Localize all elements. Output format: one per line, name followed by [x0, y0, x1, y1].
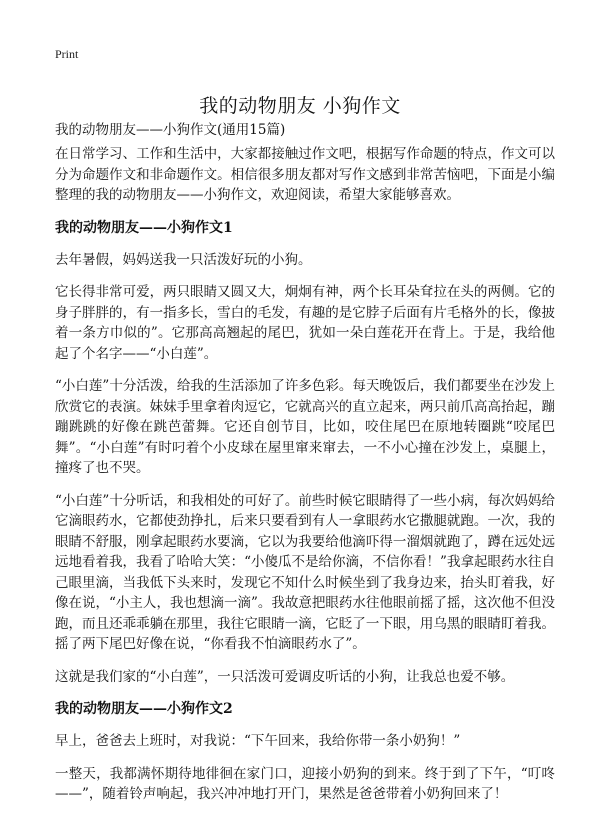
paragraph: “小白莲”十分听话，和我相处的可好了。前些时候它眼睛得了一些小病，每次妈妈给它滴眼药水，它都使劲挣扎，后来只要看到有人一拿眼药水它撒腿就跑。一次，我的眼睛不舒服，刚拿起眼药水要滴，它以为我要给他滴吓得一溜烟就跑了，蹲在远处远远地看着我，我看了哈哈大笑：“小傻瓜不是给你滴，不信你看！”我拿起眼药水往自己眼里滴，当我低下头来时，发现它不知什么时候坐到了我身边来，抬头盯着我，好像在说，“小主人，我也想滴一滴”。我故意把眼药水往他眼前摇了摇，这次他不但没跑，而且还乖乖躺在那里，我往它眼睛一滴，它眨了一下眼，用乌黑的眼睛盯着我。摇了两下尾巴好像在说，“你看我不怕滴眼药水了”。	[55, 492, 555, 652]
intro-paragraph: 在日常学习、工作和生活中，大家都接触过作文吧，根据写作命题的特点，作文可以分为命题作文和非命题作文。相信很多朋友都对写作文感到非常苦恼吧，下面是小编整理的我的动物朋友——小狗作文，欢迎阅读，希望大家能够喜欢。	[55, 146, 555, 203]
print-label: Print	[55, 47, 79, 61]
paragraph: 去年暑假，妈妈送我一只活泼好玩的小狗。	[55, 251, 312, 268]
section-heading: 我的动物朋友——小狗作文2	[55, 701, 233, 717]
paragraph: 它长得非常可爱，两只眼睛又圆又大，炯炯有神，两个长耳朵耷拉在头的两侧。它的身子胖胖的，有一指多长，雪白的毛发，有趣的是它脖子后面有片毛格外的长，像披着一条方巾似的”。它那高高翘起的尾巴，犹如一朵白莲花开在背上。于是，我给他起了个名字——“小白莲”。	[55, 284, 555, 362]
section-heading: 我的动物朋友——小狗作文1	[55, 219, 233, 236]
paragraph: “小白莲”十分活泼，给我的生活添加了许多色彩。每天晚饭后，我们都要坐在沙发上欣赏它的表演。妹妹手里拿着肉逗它，它就高兴的直立起来，两只前爪高高抬起，蹦蹦跳跳的好像在跳芭蕾舞。它还自创节目，比如，咬住尾巴在原地转圈跳“咬尾巴舞”。“小白莲”有时叼着个小皮球在屋里窜来窜去，一不小心撞在沙发上，桌腿上，撞疼了也不哭。	[55, 378, 555, 476]
article-body	[55, 144, 555, 817]
paragraph: 这就是我们家的“小白莲”，一只活泼可爱调皮听话的小狗，让我总也爱不够。	[55, 668, 515, 685]
page-title: 我的动物朋友 小狗作文	[199, 94, 401, 117]
paragraph: 一整天，我都满怀期待地徘徊在家门口，迎接小奶狗的到来。终于到了下午，“叮咚——”，随着铃声响起，我兴冲冲地打开门，果然是爸爸带着小奶狗回来了！	[55, 765, 555, 802]
document-subtitle: 我的动物朋友——小狗作文(通用15篇)	[55, 122, 286, 138]
paragraph: 早上，爸爸去上班时，对我说：“下午回来，我给你带一条小奶狗！”	[55, 733, 461, 749]
